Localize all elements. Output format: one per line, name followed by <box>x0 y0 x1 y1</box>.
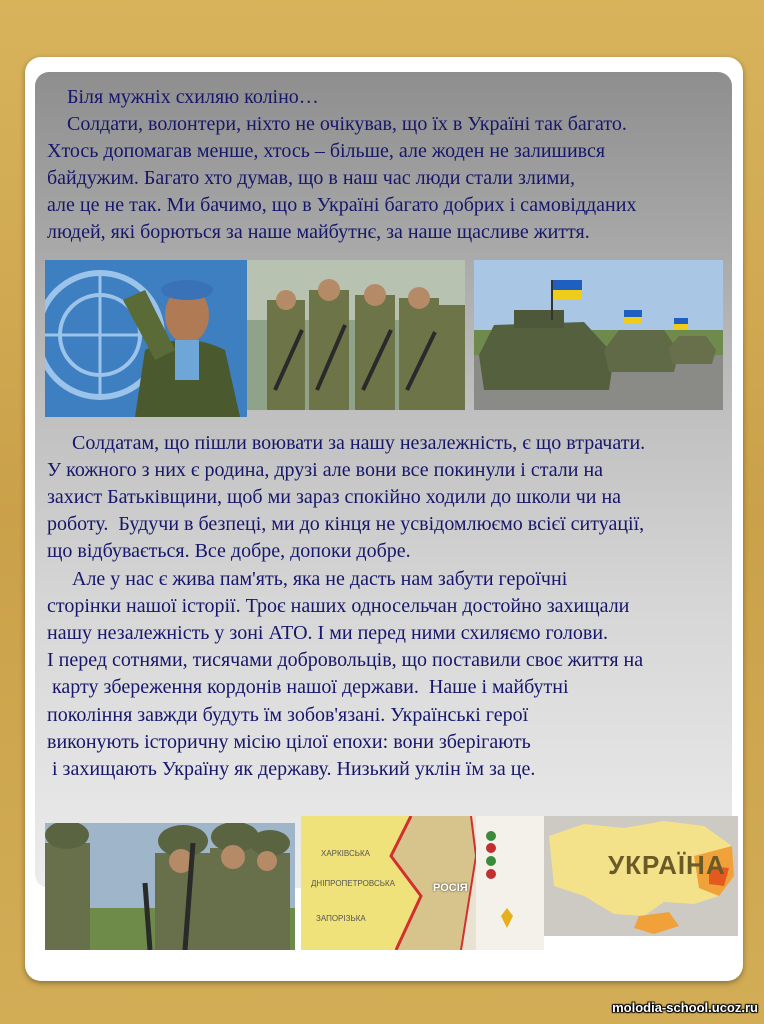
un-peacekeeper-photo <box>45 260 247 417</box>
intro-line: байдужим. Багато хто думав, що в наш час люди стали злими, <box>47 167 575 189</box>
intro-line: людей, які борються за наше майбутнє, за наше щасливе життя. <box>47 221 590 243</box>
body-line: І перед сотнями, тисячами добровольців, що поставили своє життя на <box>47 649 644 671</box>
intro-line: але це не так. Ми бачимо, що в Україні багато добрих і самовідданих <box>47 194 637 216</box>
body-line: Солдатам, що пішли воювати за нашу незалежність, є що втрачати. <box>47 432 646 454</box>
body-line: Але у нас є жива пам'ять, яка не дасть нам забути героїчні <box>47 568 568 590</box>
soldiers-helmets-photo <box>45 823 295 950</box>
body-line: що відбувається. Все добре, допоки добре. <box>47 540 411 562</box>
tank-column-photo <box>474 260 723 410</box>
intro-line: Хтось допомагав менше, хтось – більше, але жоден не залишився <box>47 140 606 162</box>
svg-text:ЗАПОРІЗЬКА: ЗАПОРІЗЬКА <box>316 914 366 923</box>
body-line: сторінки нашої історії. Троє наших односельчан достойно захищали <box>47 595 630 617</box>
intro-line: Солдати, волонтери, ніхто не очікував, що їх в Україні так багато. <box>47 113 627 135</box>
site-watermark: molodia-school.ucoz.ru <box>612 1000 758 1015</box>
soldiers-march-photo <box>247 260 465 410</box>
ukraine-map-photo <box>544 816 738 936</box>
svg-text:ХАРКІВСЬКА: ХАРКІВСЬКА <box>321 849 370 858</box>
body-line: виконують історичну місію цілої епохи: вони зберігають <box>47 731 531 753</box>
body-line: нашу незалежність у зоні АТО. І ми перед ними схиляємо голови. <box>47 622 609 644</box>
svg-text:ДНІПРОПЕТРОВСЬКА: ДНІПРОПЕТРОВСЬКА <box>311 879 395 888</box>
body-line: У кожного з них є родина, друзі але вони все покинули і стали на <box>47 459 604 481</box>
intro-line: Біля мужніх схиляю коліно… <box>47 86 319 108</box>
ukraine-map-label: УКРАЇНА <box>608 850 726 880</box>
body-line: карту збереження кордонів нашої держави. Наше і майбутні <box>47 676 569 698</box>
body-line: і захищають Україну як державу. Низький уклін їм за це. <box>47 758 536 780</box>
body-line: захист Батьківщини, щоб ми зараз спокійно ходили до школи чи на <box>47 486 622 508</box>
body-line: роботу. Будучи в безпеці, ми до кінця не усвідомлюємо всієї ситуації, <box>47 513 645 535</box>
russia-map-label: РОСІЯ <box>433 882 468 894</box>
ato-map-photo <box>301 816 544 950</box>
body-line: покоління завжди будуть їм зобов'язані. Українські герої <box>47 704 529 726</box>
